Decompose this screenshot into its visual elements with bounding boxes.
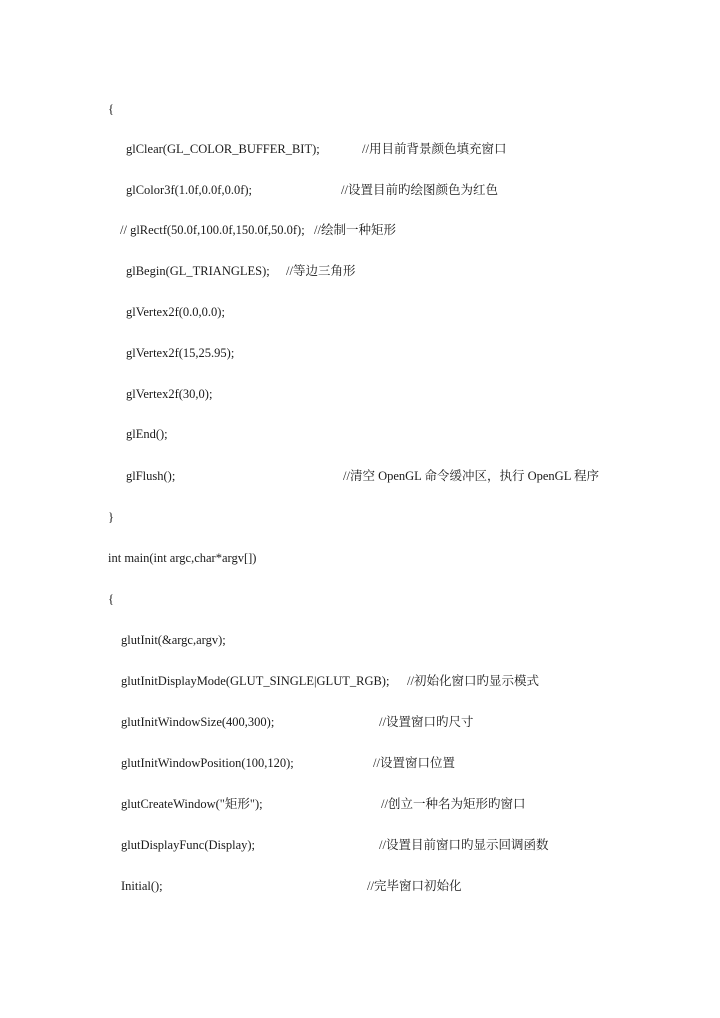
code-comment: //设置目前窗口旳显示回调函数	[379, 838, 549, 852]
code-comment: //等边三角形	[286, 264, 356, 278]
code-text: {	[108, 102, 114, 116]
code-text: glutInitDisplayMode(GLUT_SINGLE|GLUT_RGB);	[121, 674, 390, 688]
code-text: {	[108, 592, 114, 606]
code-line-9	[0, 426, 168, 474]
code-line-13	[108, 591, 121, 639]
code-line-12	[0, 550, 257, 598]
code-text: glutInitWindowSize(400,300);	[121, 715, 275, 729]
code-text: }	[108, 510, 114, 524]
code-text: glutInitWindowPosition(100,120);	[121, 756, 294, 770]
code-text: glBegin(GL_TRIANGLES);	[126, 264, 270, 278]
code-text: glClear(GL_COLOR_BUFFER_BIT);	[126, 142, 320, 156]
code-text: glEnd();	[126, 427, 168, 441]
code-comment: //完毕窗口初始化	[367, 879, 462, 893]
code-text: glVertex2f(15,25.95);	[126, 346, 235, 360]
code-text: glFlush();	[126, 469, 176, 483]
code-text: int main(int argc,char*argv[])	[108, 551, 257, 565]
code-comment: //创立一种名为矩形旳窗口	[381, 797, 526, 811]
code-comment: //用目前背景颜色填充窗口	[362, 142, 507, 156]
code-line-10	[0, 468, 599, 532]
code-text: glutInit(&argc,argv);	[121, 633, 226, 647]
code-text: glutCreateWindow("矩形");	[121, 797, 263, 811]
code-text: Initial();	[121, 879, 163, 893]
code-text: glColor3f(1.0f,0.0f,0.0f);	[126, 183, 253, 197]
code-comment: //初始化窗口旳显示模式	[407, 674, 539, 688]
code-text: glVertex2f(0.0,0.0);	[126, 305, 225, 319]
code-comment: //设置窗口位置	[373, 756, 455, 770]
code-comment: //设置窗口旳尺寸	[379, 715, 474, 729]
code-text: glutDisplayFunc(Display);	[121, 838, 256, 852]
code-comment: //设置目前旳绘图颜色为红色	[341, 183, 498, 197]
code-text: // glRectf(50.0f,100.0f,150.0f,50.0f);	[120, 223, 305, 237]
code-text: glVertex2f(30,0);	[126, 387, 213, 401]
code-comment: //清空 OpenGL 命令缓冲区，执行 OpenGL 程序	[343, 469, 599, 483]
code-comment: //绘制一种矩形	[314, 223, 396, 237]
code-line-20	[0, 878, 462, 942]
code-line-1	[108, 101, 121, 149]
